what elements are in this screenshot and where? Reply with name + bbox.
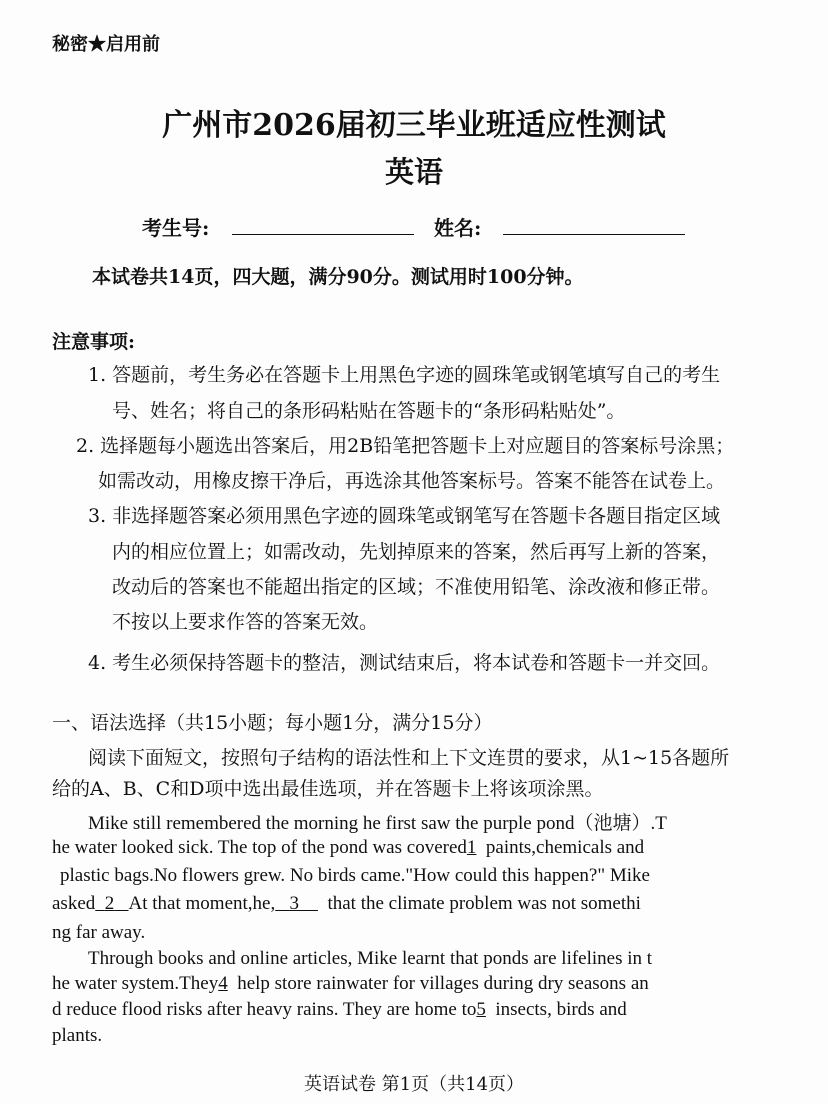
notice-line: 4. 考生必须保持答题卡的整洁，测试结束后，将本试卷和答题卡一并交回。	[88, 652, 721, 674]
passage-line	[52, 999, 627, 1021]
notice-line: 号、姓名；将自己的条形码粘贴在答题卡的“条形码粘贴处”。	[112, 400, 626, 422]
paper-info: 本试卷共14页，四大题，满分90分。测试用时100分钟。	[92, 266, 584, 288]
blank-3	[275, 893, 318, 914]
notice-line: 不按以上要求作答的答案无效。	[112, 611, 379, 633]
exam-number-label: 考生号:	[142, 216, 210, 240]
passage-text: that the climate problem was not somethi	[327, 893, 641, 914]
exam-title: 广州市2026届初三毕业班适应性测试	[162, 108, 666, 143]
passage-line	[52, 893, 641, 915]
passage-text: asked	[52, 893, 96, 914]
notice-line: 2. 选择题每小题选出答案后，用2B铅笔把答题卡上对应题目的答案标号涂黑；	[76, 435, 735, 457]
passage-text: d reduce flood risks after heavy rains. They are home to	[52, 999, 477, 1020]
blank-5: 5	[476, 999, 486, 1020]
blank-2	[95, 893, 128, 914]
passage-line: Mike still remembered the morning he first saw the purple pond（池塘）.T	[88, 813, 667, 834]
section-heading: 一、语法选择（共15小题；每小题1分，满分15分）	[52, 712, 493, 734]
notice-heading: 注意事项:	[52, 331, 136, 353]
blank-3-number: 3	[289, 893, 299, 914]
notice-line: 1. 答题前，考生务必在答题卡上用黑色字迹的圆珠笔或钢笔填写自己的考生	[88, 364, 721, 386]
notice-line: 改动后的答案也不能超出指定的区域；不准使用铅笔、涂改液和修正带。	[112, 576, 721, 598]
notice-line: 3. 非选择题答案必须用黑色字迹的圆珠笔或钢笔写在答题卡各题目指定区域	[88, 505, 721, 527]
passage-text: insects, birds and	[495, 999, 627, 1020]
passage-line: Through books and online articles, Mike learnt that ponds are lifelines in t	[88, 948, 653, 969]
passage-text: he water system.They	[52, 973, 219, 994]
passage-text: At that moment,he,	[128, 893, 276, 914]
exam-number-blank	[232, 234, 414, 235]
section-instruction: 阅读下面短文，按照句子结构的语法性和上下文连贯的要求，从1~15各题所	[88, 747, 730, 769]
name-blank	[503, 234, 685, 235]
passage-text: help store rainwater for villages during dry seasons an	[237, 973, 649, 994]
passage-text: paints,chemicals and	[485, 837, 645, 858]
passage-line	[52, 837, 644, 859]
blank-2-number: 2	[104, 893, 115, 914]
blank-1: 1	[466, 837, 477, 858]
passage-line: plastic bags.No flowers grew. No birds came."How could this happen?" Mike	[60, 865, 650, 886]
section-instruction: 给的A、B、C和D项中选出最佳选项，并在答题卡上将该项涂黑。	[52, 778, 604, 800]
passage-line: ng far away.	[52, 922, 146, 943]
notice-line: 内的相应位置上；如需改动，先划掉原来的答案，然后再写上新的答案，	[112, 541, 721, 563]
blank-4: 4	[218, 973, 228, 994]
page-footer: 英语试卷 第1页（共14页）	[303, 1074, 525, 1095]
name-label: 姓名:	[434, 216, 482, 240]
exam-subject: 英语	[384, 155, 443, 189]
secret-label: 秘密★启用前	[52, 34, 160, 55]
notice-line: 如需改动，用橡皮擦干净后，再选涂其他答案标号。答案不能答在试卷上。	[98, 470, 726, 492]
passage-line: plants.	[52, 1025, 103, 1046]
passage-line	[52, 973, 649, 995]
passage-text: he water looked sick. The top of the pond was covered	[52, 837, 467, 858]
